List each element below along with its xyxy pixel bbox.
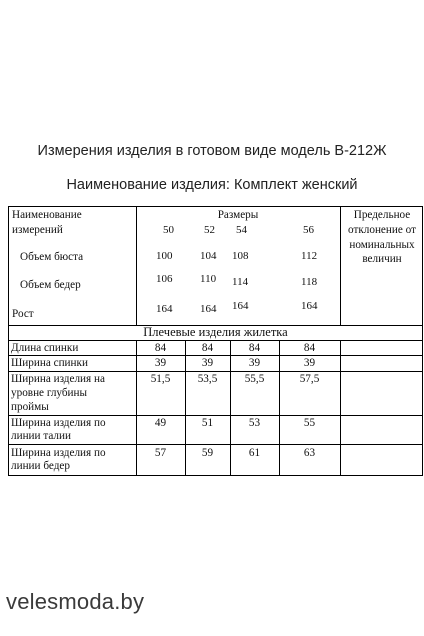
row-label: Ширина изделия по — [11, 417, 106, 429]
header-deviation-label: отклонение от — [348, 224, 416, 236]
measurement-value: 164 — [156, 303, 173, 315]
row-value: 59 — [201, 447, 214, 459]
measurement-value: 104 — [200, 250, 217, 262]
measurement-value: 110 — [200, 273, 217, 285]
row-value: 84 — [303, 342, 316, 354]
measurements-table — [8, 206, 423, 476]
row-divider — [8, 444, 423, 445]
measurement-value: 106 — [156, 273, 173, 285]
column-divider-deviation — [340, 340, 341, 476]
row-value: 39 — [201, 357, 214, 369]
row-label: проймы — [11, 401, 49, 413]
column-divider-name — [136, 206, 137, 326]
row-value: 61 — [248, 447, 261, 459]
measurement-value: 164 — [232, 300, 249, 312]
measurement-value: 118 — [301, 276, 318, 288]
size-heading: 54 — [236, 224, 247, 236]
measurement-value: 164 — [301, 300, 318, 312]
row-value: 84 — [201, 342, 214, 354]
row-label: Ширина изделия на — [11, 373, 105, 385]
row-value: 39 — [303, 357, 316, 369]
row-value: 63 — [303, 447, 316, 459]
header-sizes-label: Размеры — [217, 209, 259, 221]
row-label: Длина спинки — [11, 342, 79, 354]
header-deviation-label: номинальных — [349, 239, 415, 251]
row-value: 84 — [248, 342, 261, 354]
row-value: 53,5 — [197, 373, 218, 385]
measurement-value: 100 — [156, 250, 173, 262]
row-value: 49 — [154, 417, 167, 429]
site-watermark: velesmoda.by — [6, 589, 145, 614]
header-name-label: Наименование — [12, 209, 82, 221]
measurement-value: 164 — [200, 303, 217, 315]
row-label: Ширина спинки — [11, 357, 88, 369]
row-value: 53 — [248, 417, 261, 429]
table-border-top — [8, 206, 423, 207]
header-deviation-label: Предельное — [353, 209, 411, 221]
size-heading: 52 — [204, 224, 215, 236]
row-divider — [8, 415, 423, 416]
measurement-value: 114 — [232, 276, 249, 288]
row-label: линии бедер — [11, 460, 70, 472]
measurement-label: Объем бедер — [20, 279, 81, 291]
row-divider — [8, 371, 423, 372]
row-value: 57,5 — [299, 373, 320, 385]
table-border-left — [8, 206, 9, 476]
table-border-bottom — [8, 475, 423, 476]
section-title: Плечевые изделия жилетка — [143, 325, 288, 339]
product-name-line: Наименование изделия: Комплект женский — [66, 177, 358, 193]
row-divider — [8, 355, 423, 356]
measurement-label: Рост — [12, 308, 34, 320]
document-title: Измерения изделия в готовом виде модель В-212Ж — [37, 143, 387, 159]
row-value: 51,5 — [150, 373, 171, 385]
row-label: линии талии — [11, 430, 71, 442]
measurement-value: 108 — [232, 250, 249, 262]
row-label: уровне глубины — [11, 387, 88, 399]
row-value: 55,5 — [244, 373, 265, 385]
row-value: 55 — [303, 417, 316, 429]
header-deviation-label: величин — [362, 253, 402, 265]
measurement-label: Объем бюста — [20, 251, 84, 263]
section-divider-bottom — [8, 340, 423, 341]
row-value: 51 — [201, 417, 214, 429]
row-value: 39 — [248, 357, 261, 369]
row-value: 57 — [154, 447, 167, 459]
header-name-label: измерений — [12, 224, 63, 236]
size-heading: 50 — [163, 224, 174, 236]
size-heading: 56 — [303, 224, 314, 236]
row-value: 39 — [154, 357, 167, 369]
measurement-value: 112 — [301, 250, 318, 262]
row-label: Ширина изделия по — [11, 447, 106, 459]
row-value: 84 — [154, 342, 167, 354]
